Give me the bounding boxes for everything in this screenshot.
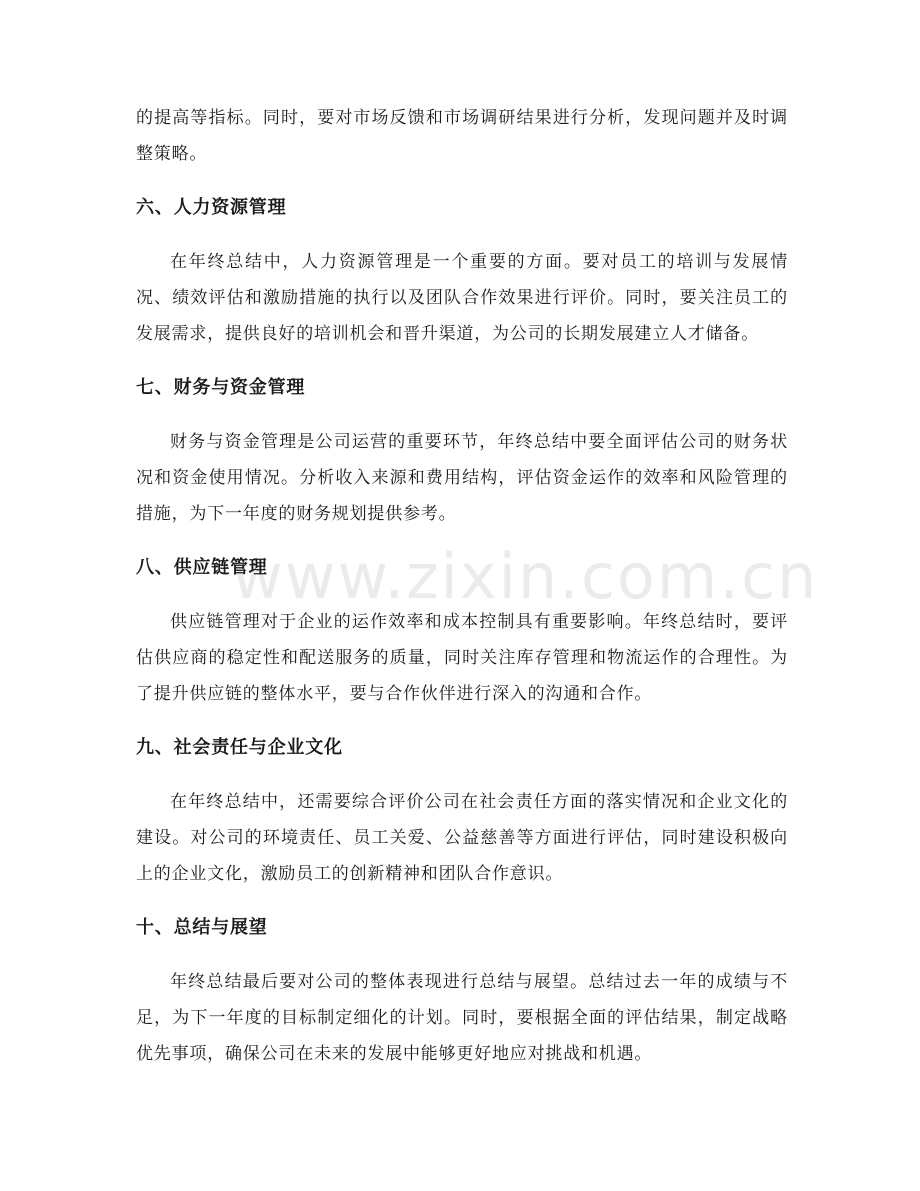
document-content: [136, 100, 788, 1072]
intro-paragraph: 的提高等指标。同时，要对市场反馈和市场调研结果进行分析，发现问题并及时调整策略。: [136, 108, 788, 164]
watermark-text: www.zixin.com.cn: [232, 540, 819, 613]
section-body-6: 在年终总结中，人力资源管理是一个重要的方面。要对员工的培训与发展情况、绩效评估和激励措施的执行以及团队合作效果进行评价。同时，要关注员工的发展需求，提供良好的培训机会和晋升渠道，为公司的长期发展建立人才储备。: [136, 252, 788, 344]
section-body-8: 供应链管理对于企业的运作效率和成本控制具有重要影响。年终总结时，要评估供应商的稳定性和配送服务的质量，同时关注库存管理和物流运作的合理性。为了提升供应链的整体水平，要与合作伙伴进行深入的沟通和合作。: [136, 612, 788, 704]
section-heading-10: 十、总结与展望: [136, 917, 268, 938]
section-body-10: 年终总结最后要对公司的整体表现进行总结与展望。总结过去一年的成绩与不足，为下一年度的目标制定细化的计划。同时，要根据全面的评估结果，制定战略优先事项，确保公司在未来的发展中能够更好地应对挑战和机遇。: [136, 972, 788, 1064]
section-body-9: 在年终总结中，还需要综合评价公司在社会责任方面的落实情况和企业文化的建设。对公司的环境责任、员工关爱、公益慈善等方面进行评估，同时建设积极向上的企业文化，激励员工的创新精神和团队合作意识。: [136, 792, 788, 884]
section-heading-8: 八、供应链管理: [136, 557, 268, 578]
section-heading-7: 七、财务与资金管理: [136, 377, 306, 398]
section-body-7: 财务与资金管理是公司运营的重要环节，年终总结中要全面评估公司的财务状况和资金使用情况。分析收入来源和费用结构，评估资金运作的效率和风险管理的措施，为下一年度的财务规划提供参考。: [136, 432, 788, 524]
section-heading-9: 九、社会责任与企业文化: [136, 737, 343, 758]
section-heading-6: 六、人力资源管理: [136, 197, 287, 218]
